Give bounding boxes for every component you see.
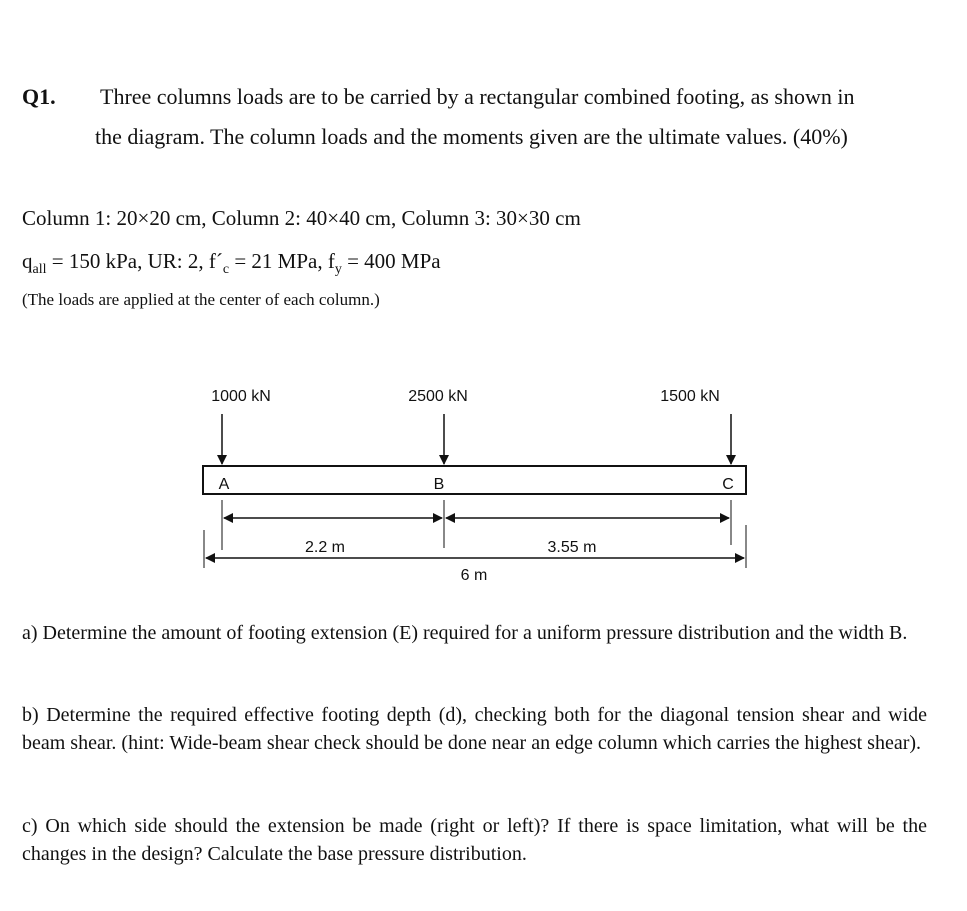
point-c: C xyxy=(722,476,734,493)
load-label-b: 2500 kN xyxy=(408,388,468,405)
footing-diagram xyxy=(0,370,967,590)
load-note: (The loads are applied at the center of each column.) xyxy=(22,290,380,309)
part-a: a) Determine the amount of footing extension (E) required for a uniform pressure distribution and the width B. xyxy=(22,622,908,644)
point-a: A xyxy=(218,476,230,493)
dim-label-ab: 2.2 m xyxy=(304,539,346,556)
column-dimensions: Column 1: 20×20 cm, Column 2: 40×40 cm, Column 3: 30×30 cm xyxy=(22,206,581,230)
question-text-line1: Three columns loads are to be carried by a rectangular combined footing, as shown in xyxy=(100,84,855,109)
dim-label-total: 6 m xyxy=(460,567,488,584)
material-properties: $q_{all} = 150$ kPa, UR: 2, $f´_c = 21$ MPa, $f_y = 400$ MPa xyxy=(22,249,441,278)
point-b: B xyxy=(433,476,445,493)
dim-label-bc: 3.55 m xyxy=(547,539,597,556)
question-text-line2: the diagram. The column loads and the moments given are the ultimate values. (40%) xyxy=(95,124,848,149)
part-c: c) On which side should the extension be made (right or left)? If there is space limitation, what will be the changes in the design? Calculate the base pressure distribution. xyxy=(22,815,927,865)
load-label-c: 1500 kN xyxy=(660,388,720,405)
footing-beam xyxy=(203,466,746,494)
load-label-a: 1000 kN xyxy=(211,388,271,405)
part-b: b) Determine the required effective footing depth (d), checking both for the diagonal tension shear and wide beam shear. (hint: Wide-beam shear check should be done near an edge column which carries the highest shear). xyxy=(22,704,927,754)
question-label: Q1. xyxy=(22,84,56,109)
